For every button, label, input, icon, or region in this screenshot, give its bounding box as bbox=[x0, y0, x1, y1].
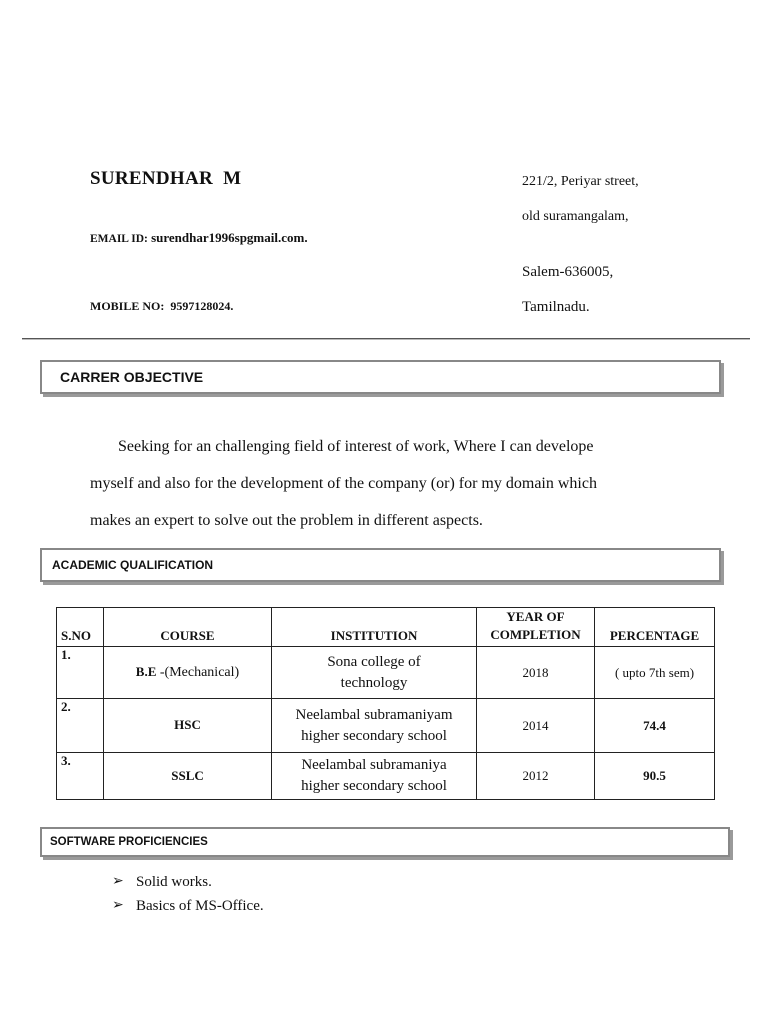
header-institution: INSTITUTION bbox=[272, 608, 477, 647]
email-line bbox=[90, 230, 308, 246]
header-sno: S.NO bbox=[57, 608, 104, 647]
row-institution bbox=[272, 753, 477, 800]
mobile-number: MOBILE NO: 9597128024. bbox=[90, 299, 234, 313]
email-label: EMAIL ID: bbox=[90, 233, 148, 245]
row-course-bold: SSLC bbox=[171, 767, 204, 783]
arrowhead-bullet-icon: ➢ bbox=[112, 874, 124, 889]
row-course-rest: -(Mechanical) bbox=[156, 665, 240, 680]
row-year: 2014 bbox=[477, 699, 595, 753]
address-line-1: 221/2, Periyar street, bbox=[522, 174, 639, 189]
skill-label: Solid works. bbox=[136, 874, 212, 890]
table-row bbox=[57, 753, 715, 800]
table-row bbox=[57, 699, 715, 753]
address-line-3: Salem-636005, bbox=[522, 264, 614, 280]
header-year-line1: YEAR OF bbox=[506, 609, 565, 624]
address-line-4: Tamilnadu. bbox=[522, 299, 590, 315]
section-title-software: SOFTWARE PROFICIENCIES bbox=[50, 836, 208, 848]
objective-line: Seeking for an challenging field of interest of work, Where I can develope bbox=[118, 438, 594, 455]
header-year-line2: COMPLETION bbox=[490, 627, 581, 642]
row-percentage: 74.4 bbox=[595, 699, 715, 753]
row-year: 2018 bbox=[477, 647, 595, 699]
skills-list bbox=[112, 870, 264, 918]
section-header-academic bbox=[40, 548, 721, 582]
skill-label: Basics of MS-Office. bbox=[136, 898, 264, 914]
row-sno: 1. bbox=[57, 647, 104, 699]
row-percentage: ( upto 7th sem) bbox=[595, 647, 715, 699]
row-course bbox=[104, 753, 272, 800]
row-inst-line1: Neelambal subramaniya bbox=[301, 757, 447, 773]
row-inst-line1: Neelambal subramaniyam bbox=[295, 706, 453, 723]
academic-table bbox=[56, 607, 715, 800]
row-institution bbox=[272, 647, 477, 699]
row-course-bold: HSC bbox=[174, 717, 201, 732]
row-inst-line2: higher secondary school bbox=[301, 727, 447, 744]
objective-line: myself and also for the development of the company (or) for my domain which bbox=[90, 475, 597, 492]
list-item bbox=[112, 894, 264, 918]
header-divider bbox=[22, 338, 750, 339]
address-line-2: old suramangalam, bbox=[522, 209, 629, 224]
section-title-academic: ACADEMIC QUALIFICATION bbox=[52, 558, 214, 572]
table-row bbox=[57, 647, 715, 699]
candidate-name: SURENDHAR M bbox=[90, 168, 242, 189]
email-value: surendhar1996spgmail.com. bbox=[147, 230, 308, 245]
row-percentage: 90.5 bbox=[595, 753, 715, 800]
header-percentage: PERCENTAGE bbox=[595, 608, 715, 647]
header-year bbox=[477, 608, 595, 647]
row-course bbox=[104, 699, 272, 753]
section-header-objective bbox=[40, 360, 721, 394]
header-course: COURSE bbox=[104, 608, 272, 647]
row-course bbox=[104, 647, 272, 699]
table-header-row bbox=[57, 608, 715, 647]
row-institution bbox=[272, 699, 477, 753]
row-year: 2012 bbox=[477, 753, 595, 800]
list-item bbox=[112, 870, 264, 894]
objective-text bbox=[90, 428, 730, 539]
section-header-software bbox=[40, 827, 730, 857]
arrowhead-bullet-icon: ➢ bbox=[112, 898, 124, 913]
row-inst-line2: technology bbox=[340, 674, 408, 691]
row-sno: 3. bbox=[57, 753, 104, 800]
row-inst-line1: Sona college of bbox=[327, 653, 421, 670]
section-title-objective: CARRER OBJECTIVE bbox=[60, 369, 204, 385]
row-inst-line2: higher secondary school bbox=[301, 778, 447, 794]
objective-line: makes an expert to solve out the problem in different aspects. bbox=[90, 512, 483, 529]
row-sno: 2. bbox=[57, 699, 104, 753]
row-course-bold: B.E bbox=[135, 664, 157, 679]
